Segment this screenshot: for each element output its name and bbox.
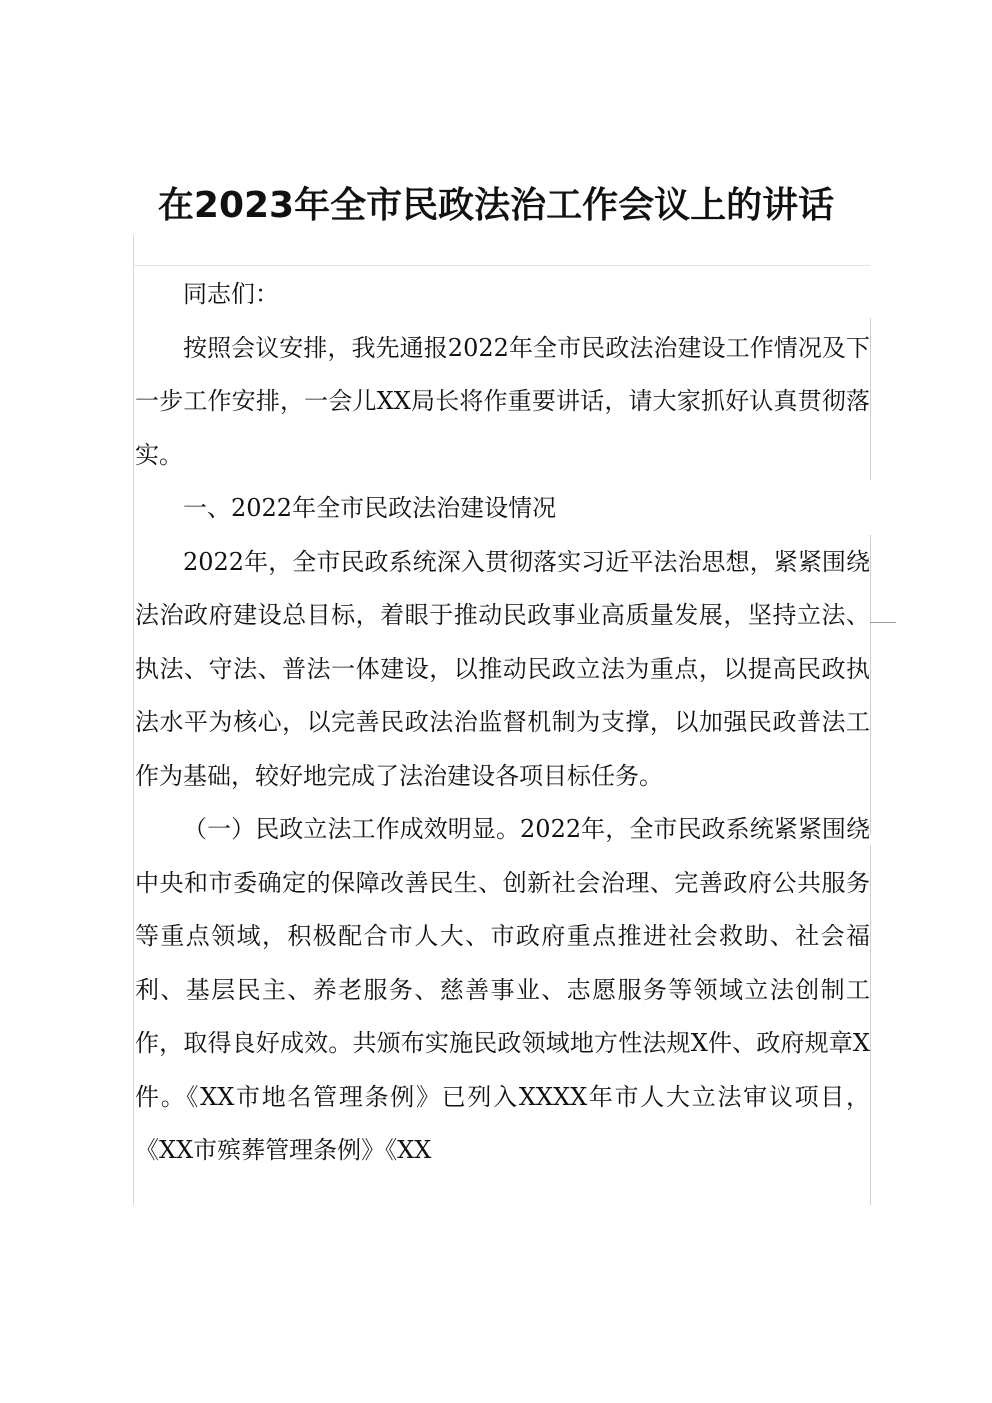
document-body <box>135 268 870 1178</box>
frame-top-line <box>133 265 870 266</box>
frame-left-line <box>133 235 134 1205</box>
margin-tick-mark <box>870 622 896 623</box>
salutation: 同志们： <box>183 280 279 308</box>
section-heading: 一、2022年全市民政法治建设情况 <box>183 494 557 522</box>
body-paragraph: 2022年，全市民政系统深入贯彻落实习近平法治思想，紧紧围绕法治政府建设总目标，着眼于推动民政事业高质量发展，坚持立法、执法、守法、普法一体建设，以推动民政立法为重点，以提高民政执法水平为核心，以完善民政法治监督机制为支撑，以加强民政普法工作为基础，较好地完成了法治建设各项目标任务。 <box>135 547 870 790</box>
document-title: 在2023年全市民政法治工作会议上的讲话 <box>157 185 835 226</box>
intro-paragraph: 按照会议安排，我先通报2022年全市民政法治建设工作情况及下一步工作安排，一会儿XX局长将作重要讲话，请大家抓好认真贯彻落实。 <box>135 333 870 469</box>
body-paragraph: （一）民政立法工作成效明显。2022年，全市民政系统紧紧围绕中央和市委确定的保障改善民生、创新社会治理、完善政府公共服务等重点领域，积极配合市人大、市政府重点推进社会救助、社会福利、基层民主、养老服务、慈善事业、志愿服务等领域立法创制工作，取得良好成效。共颁布实施民政领域地方性法规X件、政府规章X件。《XX市地名管理条例》已列入XXXX年市人大立法审议项目，《XX市殡葬管理条例》《XX <box>135 815 870 1164</box>
frame-right-line <box>870 318 871 480</box>
frame-right-line <box>870 845 871 1205</box>
frame-right-line <box>870 535 871 835</box>
